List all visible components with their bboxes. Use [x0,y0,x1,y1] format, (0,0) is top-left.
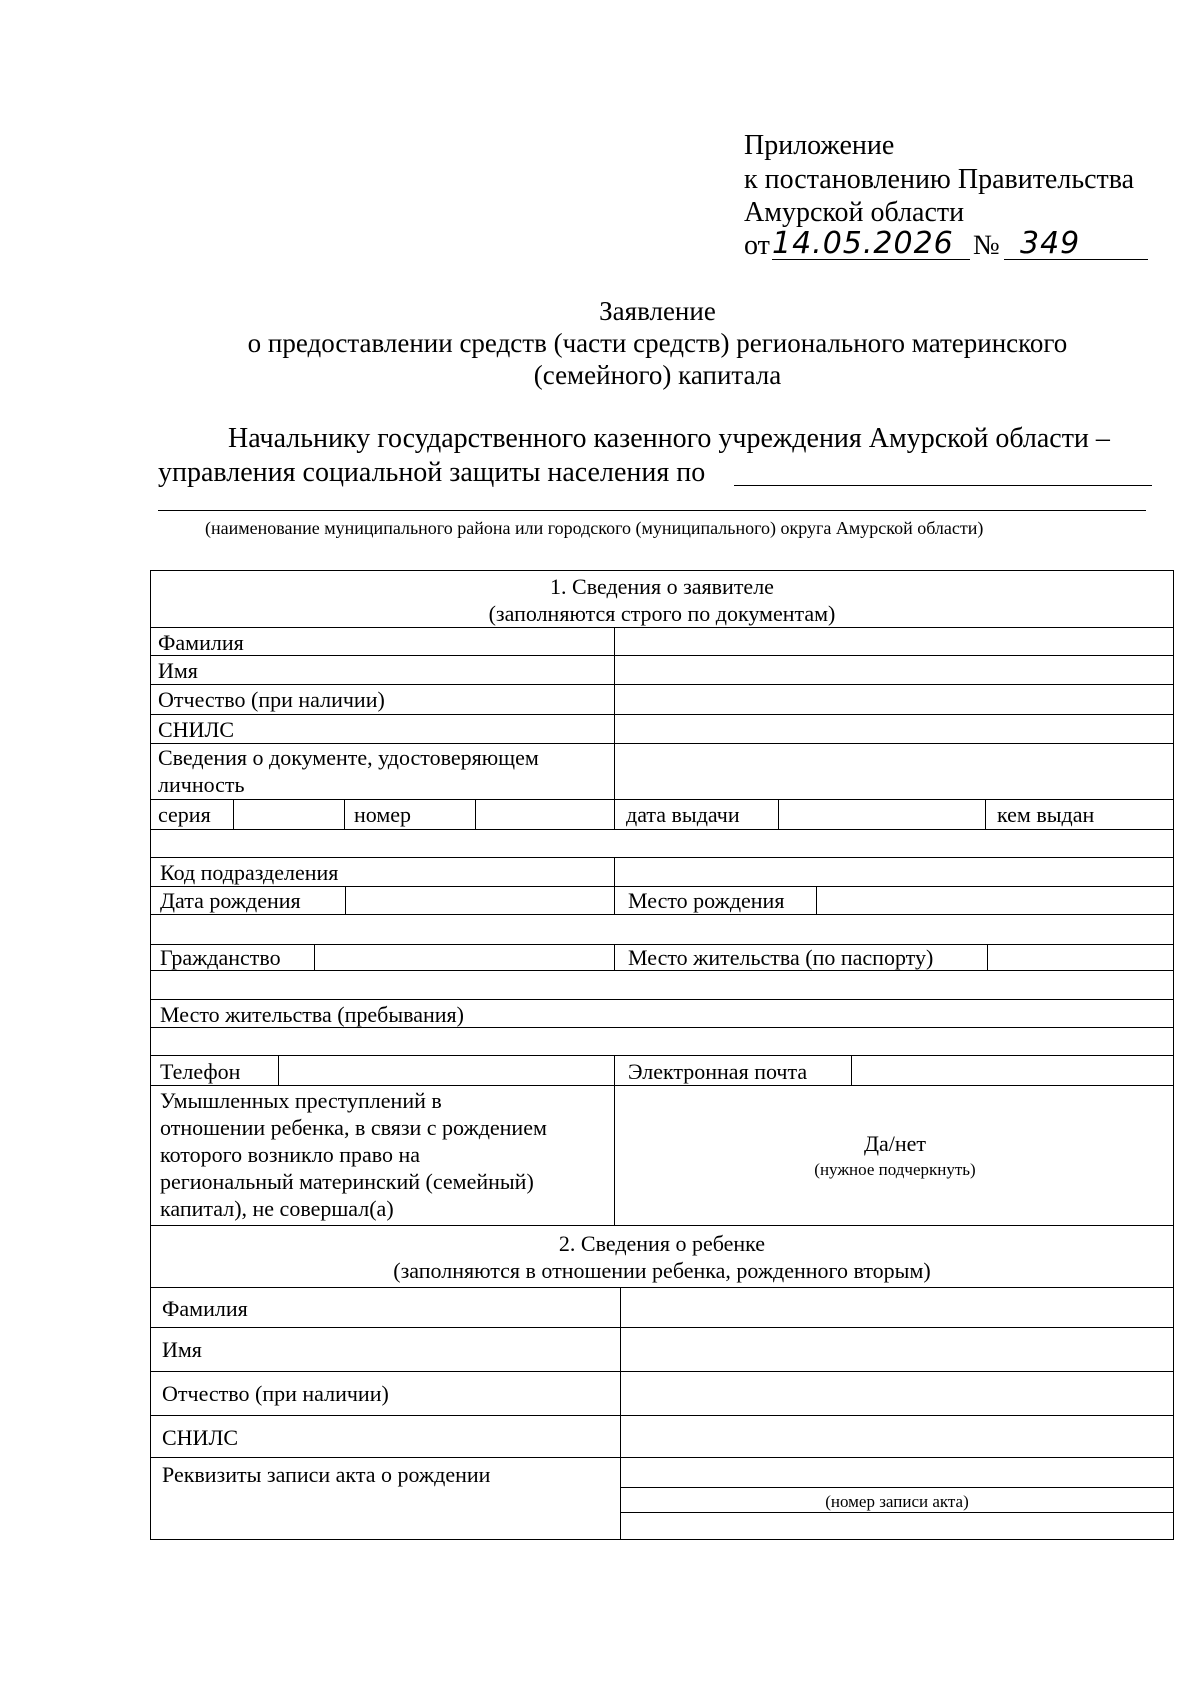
section2-heading: 2. Сведения о ребенке [558,1231,766,1256]
child-patronymic-label: Отчество (при наличии) [162,1381,389,1406]
document-title-line2: о предоставлении средств (части средств) регионального материнского [247,328,1068,358]
municipality-blank[interactable] [158,510,1146,511]
number-field[interactable] [477,800,613,828]
section1-heading: 1. Сведения о заявителе [550,574,774,599]
residence-passport-field[interactable] [989,945,1172,969]
attachment-date-line [744,230,770,262]
addressee-line1: Начальнику государственного казенного учреждения Амурской области – [228,423,1110,454]
subdivision-code-field[interactable] [616,858,1172,885]
number-label: № [973,230,1000,261]
attachment-resolution: к постановлению Правительства [744,164,1135,195]
number-underline [1004,259,1148,260]
crimes-statement-line5: капитал), не совершал(а) [160,1196,394,1221]
addressee-blank[interactable] [734,485,1152,486]
child-snils-field[interactable] [622,1416,1172,1456]
birth-date-label: Дата рождения [160,888,301,913]
number-label-cell: номер [354,802,412,827]
subdivision-code-label: Код подразделения [160,860,339,885]
phone-label: Телефон [160,1059,241,1084]
crimes-statement-line4: региональный материнский (семейный) [160,1169,534,1194]
birth-record-field[interactable] [622,1458,1172,1486]
birth-record-field-extra[interactable] [622,1513,1172,1539]
applicant-patronymic-label: Отчество (при наличии) [158,687,385,712]
birth-place-field-cont[interactable] [152,915,1172,943]
applicant-surname-label: Фамилия [158,630,244,655]
document-title-line3: (семейного) капитала [533,360,782,390]
handwritten-number: 349 [1020,226,1081,261]
yes-no-hint: (нужное подчеркнуть) [814,1160,976,1179]
id-document-field[interactable] [616,744,1172,798]
applicant-snils-field[interactable] [616,715,1172,742]
municipality-caption: (наименование муниципального района или городского (муниципального) округа Амурской области) [205,518,984,538]
email-field[interactable] [853,1056,1172,1084]
yes-no-choice[interactable]: Да/нет [863,1131,927,1156]
citizenship-field[interactable] [316,945,613,969]
issued-by-label: кем выдан [997,802,1095,827]
child-surname-label: Фамилия [162,1296,248,1321]
date-underline [772,259,970,260]
issue-date-field[interactable] [780,800,984,828]
issue-date-label: дата выдачи [626,802,740,827]
handwritten-date: 14.05.2026 [772,226,954,261]
applicant-name-label: Имя [158,658,198,683]
citizenship-label: Гражданство [160,945,281,970]
birth-record-label: Реквизиты записи акта о рождении [162,1462,491,1487]
attachment-region: Амурской области [744,197,965,228]
document-title: Заявление [599,296,716,326]
child-surname-field[interactable] [622,1288,1172,1326]
child-name-field[interactable] [622,1328,1172,1370]
issued-by-field[interactable] [152,830,1172,856]
section2-subheading: (заполняются в отношении ребенка, рожденного вторым) [393,1258,931,1283]
crimes-statement-line3: которого возникло право на [160,1142,421,1167]
phone-field[interactable] [280,1056,613,1084]
residence-passport-field-cont[interactable] [152,971,1172,998]
child-snils-label: СНИЛС [162,1425,239,1450]
applicant-patronymic-field[interactable] [616,685,1172,713]
series-label: серия [158,802,211,827]
id-document-label-line2: личность [158,772,245,797]
residence-stay-label: Место жительства (пребывания) [160,1002,464,1027]
attachment-title: Приложение [744,130,895,161]
record-number-caption: (номер записи акта) [825,1492,969,1511]
addressee-line2: управления социальной защиты населения по [158,457,706,488]
child-patronymic-field[interactable] [622,1372,1172,1414]
residence-passport-label: Место жительства (по паспорту) [628,945,934,970]
applicant-surname-field[interactable] [616,628,1172,654]
crimes-statement-line2: отношении ребенка, в связи с рождением [160,1115,547,1140]
residence-stay-field[interactable] [152,1028,1172,1054]
section1-subheading: (заполняются строго по документам) [488,601,836,626]
applicant-snils-label: СНИЛС [158,717,235,742]
child-name-label: Имя [162,1337,202,1362]
birth-date-field[interactable] [347,887,613,913]
crimes-statement-line1: Умышленных преступлений в [160,1088,442,1113]
birth-place-field[interactable] [818,887,1172,913]
applicant-name-field[interactable] [616,656,1172,683]
from-label: от [744,230,770,261]
birth-place-label: Место рождения [628,888,785,913]
email-label: Электронная почта [628,1059,808,1084]
series-field[interactable] [235,800,343,828]
id-document-label: Сведения о документе, удостоверяющем [158,745,539,770]
